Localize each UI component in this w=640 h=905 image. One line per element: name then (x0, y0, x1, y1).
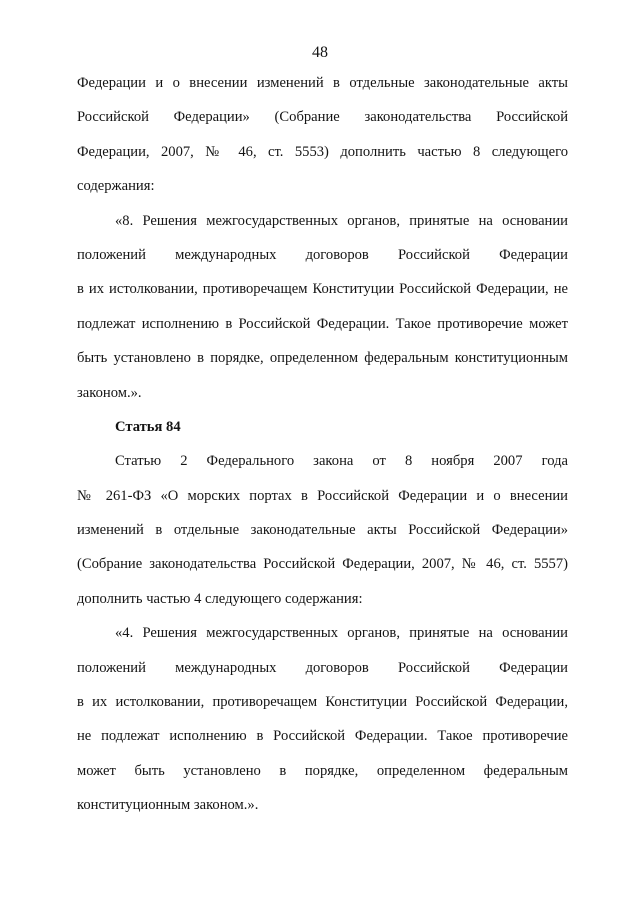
text-line: Российской Федерации» (Собрание законодательства Российской (77, 109, 568, 126)
text-line: подлежат исполнению в Российской Федерации. Такое противоречие может (77, 315, 568, 332)
text-line: содержания: (77, 178, 155, 195)
page-number: 48 (312, 44, 328, 61)
article-heading: Статья 84 (115, 418, 181, 435)
text-line: дополнить частью 4 следующего содержания: (77, 590, 363, 607)
document-body (77, 66, 568, 823)
text-line: № 261-ФЗ «О морских портах в Российской Федерации и о внесении (77, 487, 568, 504)
text-line: Федерации, 2007, № 46, ст. 5553) дополнить частью 8 следующего (77, 143, 568, 160)
text-line: законом.». (77, 384, 142, 401)
text-line: «4. Решения межгосударственных органов, принятые на основании (115, 625, 568, 642)
text-line: быть установлено в порядке, определенном федеральным конституционным (77, 350, 568, 367)
text-line: изменений в отдельные законодательные акты Российской Федерации» (77, 522, 568, 539)
text-line: в их истолковании, противоречащем Конституции Российской Федерации, не (77, 281, 568, 298)
text-line: не подлежат исполнению в Российской Федерации. Такое противоречие (77, 728, 568, 745)
text-line: Статью 2 Федерального закона от 8 ноября 2007 года (115, 453, 568, 470)
text-line: (Собрание законодательства Российской Федерации, 2007, № 46, ст. 5557) (77, 556, 568, 573)
text-line: положений международных договоров Российской Федерации (77, 246, 568, 263)
text-line: Федерации и о внесении изменений в отдельные законодательные акты (77, 75, 568, 91)
text-line: «8. Решения межгосударственных органов, принятые на основании (115, 212, 568, 229)
text-line: может быть установлено в порядке, определенном федеральным (77, 762, 568, 779)
text-line: положений международных договоров Российской Федерации (77, 659, 568, 676)
text-line: конституционным законом.». (77, 797, 259, 814)
text-line: в их истолковании, противоречащем Конституции Российской Федерации, (77, 694, 568, 711)
